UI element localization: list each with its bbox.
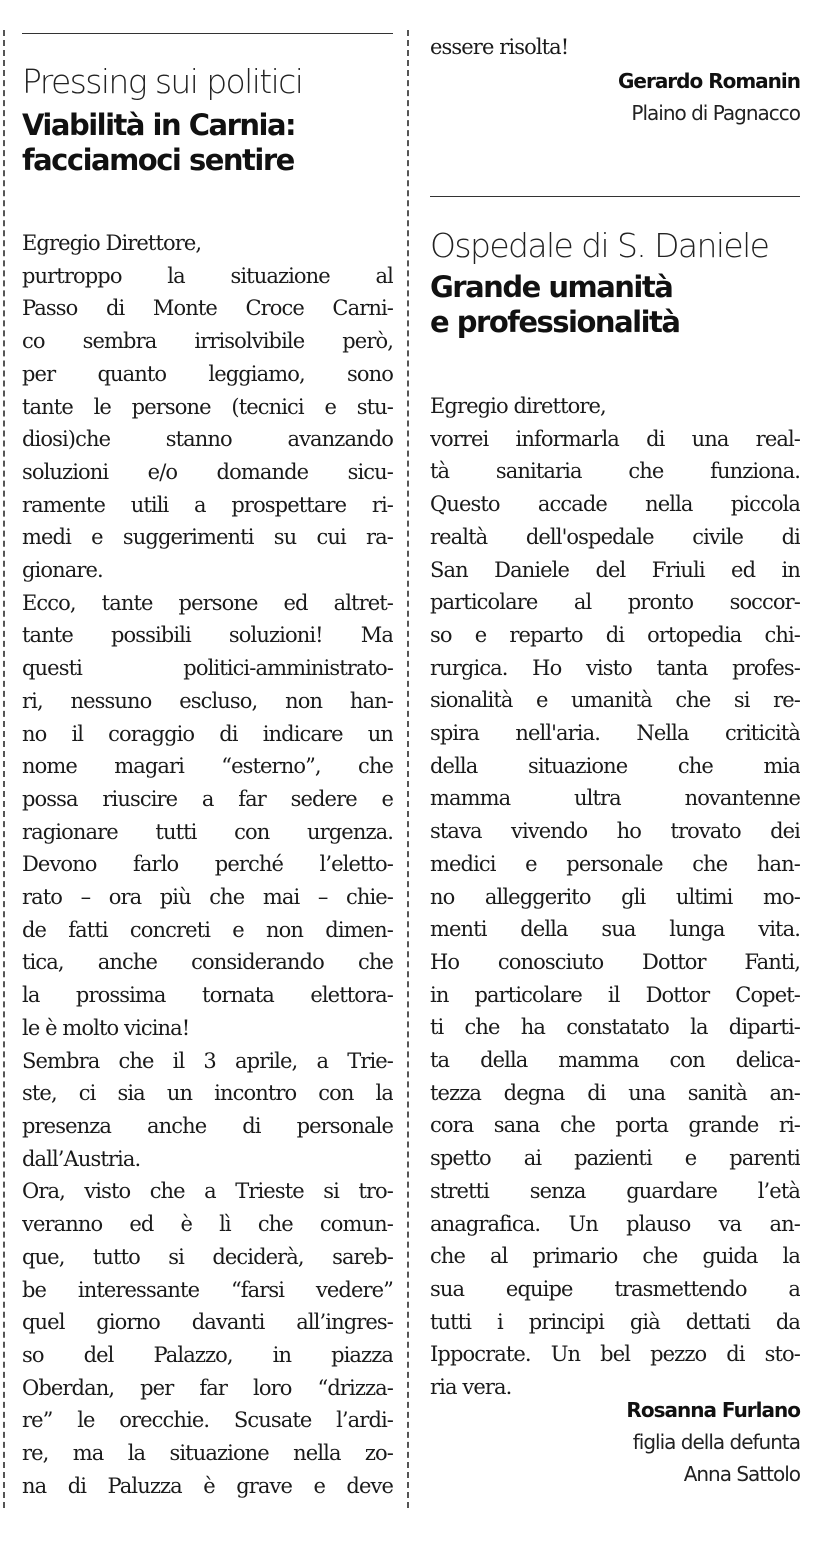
body-line: medi e suggerimenti su cui ra- bbox=[22, 525, 393, 550]
body-line: veranno ed è lì che comun- bbox=[22, 1212, 393, 1237]
body-line: diosi)che stanno avanzando bbox=[22, 427, 393, 452]
body-line: Sembra che il 3 aprile, a Trie- bbox=[22, 1048, 393, 1073]
body-line: le è molto vicina! bbox=[22, 1015, 190, 1040]
body-line: de fatti concreti e non dimen- bbox=[22, 917, 393, 942]
body-line: rato – ora più che mai – chie- bbox=[22, 885, 393, 910]
left-article-kicker: Pressing sui politici bbox=[22, 62, 303, 101]
body-line: Ippocrate. Un bel pezzo di sto- bbox=[430, 1342, 800, 1367]
body-line: particolare al pronto soccor- bbox=[430, 590, 800, 615]
left-headline-line: Viabilità in Carnia: bbox=[22, 108, 296, 142]
right-article-kicker: Ospedale di S. Daniele bbox=[430, 226, 769, 265]
body-line: in particolare il Dottor Copet- bbox=[430, 982, 800, 1007]
right-article-body bbox=[430, 390, 800, 1404]
body-line: sionalità e umanità che si re- bbox=[430, 688, 800, 713]
body-line: che al primario che guida la bbox=[430, 1244, 800, 1269]
body-line: stava vivendo ho trovato dei bbox=[430, 819, 800, 844]
body-line: re” le orecchie. Scusate l’ardi- bbox=[22, 1408, 393, 1433]
left-headline-line: facciamoci sentire bbox=[22, 142, 294, 177]
body-line: tezza degna di una sanità an- bbox=[430, 1080, 800, 1105]
body-line: rurgica. Ho visto tanta profes- bbox=[430, 655, 800, 680]
body-line: re, ma la situazione nella zo- bbox=[22, 1441, 393, 1466]
body-line: Questo accade nella piccola bbox=[430, 492, 800, 517]
right-signature-line: Anna Sattolo bbox=[683, 1462, 800, 1486]
body-line: tà sanitaria che funziona. bbox=[430, 459, 800, 484]
body-line: gionare. bbox=[22, 558, 103, 583]
body-line: la prossima tornata elettora- bbox=[22, 983, 393, 1008]
body-line: tante le persone (tecnici e stu- bbox=[22, 394, 393, 419]
body-line: ria vera. bbox=[430, 1375, 512, 1400]
left-signature-name: Gerardo Romanin bbox=[617, 69, 800, 93]
body-line: Ecco, tante persone ed altret- bbox=[22, 590, 393, 615]
body-line: anagrafica. Un plauso va an- bbox=[430, 1211, 800, 1236]
body-line: per quanto leggiamo, sono bbox=[22, 361, 393, 386]
body-line: no alleggerito gli ultimi mo- bbox=[430, 884, 800, 909]
body-line: tica, anche considerando che bbox=[22, 950, 393, 975]
body-line: co sembra irrisolvibile però, bbox=[22, 329, 393, 354]
body-line: ragionare tutti con urgenza. bbox=[22, 819, 393, 844]
body-line: realtà dell'ospedale civile di bbox=[430, 524, 800, 549]
body-line: medici e personale che han- bbox=[430, 851, 800, 876]
left-article-top-rule bbox=[22, 33, 393, 34]
left-signature-place: Plaino di Pagnacco bbox=[631, 101, 800, 125]
body-line: ste, ci sia un incontro con la bbox=[22, 1081, 393, 1106]
body-line: soluzioni e/o domande sicu- bbox=[22, 459, 393, 484]
body-line: Passo di Monte Croce Carni- bbox=[22, 296, 393, 321]
body-line: presenza anche di personale bbox=[22, 1113, 393, 1138]
body-line: Egregio Direttore, bbox=[22, 231, 202, 255]
body-line: spetto ai pazienti e parenti bbox=[430, 1146, 800, 1171]
body-line: tante possibili soluzioni! Ma bbox=[22, 623, 393, 648]
body-line: dall’Austria. bbox=[22, 1146, 141, 1171]
body-line: questi politici-amministrato- bbox=[22, 656, 393, 681]
right-headline-line: e professionalità bbox=[430, 304, 680, 339]
body-line: sua equipe trasmettendo a bbox=[430, 1276, 800, 1301]
body-line: so e reparto di ortopedia chi- bbox=[430, 622, 800, 647]
body-line: ta della mamma con delica- bbox=[430, 1048, 800, 1073]
body-line: della situazione che mia bbox=[430, 753, 800, 778]
body-line: stretti senza guardare l’età bbox=[430, 1178, 800, 1203]
body-line: cora sana che porta grande ri- bbox=[430, 1113, 800, 1138]
body-line: ri, nessuno escluso, non han- bbox=[22, 688, 393, 713]
body-line: Egregio direttore, bbox=[430, 394, 606, 418]
body-line: tutti i principi già dettati da bbox=[430, 1309, 800, 1334]
left-article-body bbox=[22, 227, 393, 1502]
body-line: possa riuscire a far sedere e bbox=[22, 786, 393, 811]
body-line: so del Palazzo, in piazza bbox=[22, 1342, 393, 1367]
right-article-headline bbox=[430, 270, 800, 340]
right-signature-line: figlia della defunta bbox=[632, 1430, 800, 1454]
body-line: Ho conosciuto Dottor Fanti, bbox=[430, 949, 800, 974]
body-line: spira nell'aria. Nella criticità bbox=[430, 721, 800, 746]
body-line: Ora, visto che a Trieste si tro- bbox=[22, 1179, 393, 1204]
right-headline-line: Grande umanità bbox=[430, 270, 673, 304]
body-line: menti della sua lunga vita. bbox=[430, 917, 800, 942]
body-line: Oberdan, per far loro “drizza- bbox=[22, 1375, 393, 1400]
body-line: ramente utili a prospettare ri- bbox=[22, 492, 393, 517]
right-signature-name: Rosanna Furlano bbox=[626, 1398, 800, 1422]
body-line: mamma ultra novantenne bbox=[430, 786, 800, 811]
center-column-separator bbox=[407, 30, 409, 1508]
body-line: no il coraggio di indicare un bbox=[22, 721, 393, 746]
body-line: San Daniele del Friuli ed in bbox=[430, 557, 800, 582]
body-line: na di Paluzza è grave e deve bbox=[22, 1473, 393, 1498]
body-line: nome magari “esterno”, che bbox=[22, 754, 393, 779]
body-line: be interessante “farsi vedere” bbox=[22, 1277, 393, 1302]
left-article-headline bbox=[22, 108, 393, 178]
body-line: Devono farlo perché l’eletto- bbox=[22, 852, 393, 877]
body-line: quel giorno davanti all’ingres- bbox=[22, 1310, 393, 1335]
body-line: vorrei informarla di una real- bbox=[430, 426, 800, 451]
body-line: purtroppo la situazione al bbox=[22, 263, 393, 288]
body-line: que, tutto si deciderà, sareb- bbox=[22, 1244, 393, 1269]
left-article-continuation: essere risolta! bbox=[430, 35, 569, 59]
right-article-top-rule bbox=[430, 196, 800, 197]
body-line: ti che ha constatato la diparti- bbox=[430, 1015, 800, 1040]
left-column-separator bbox=[3, 30, 5, 1508]
